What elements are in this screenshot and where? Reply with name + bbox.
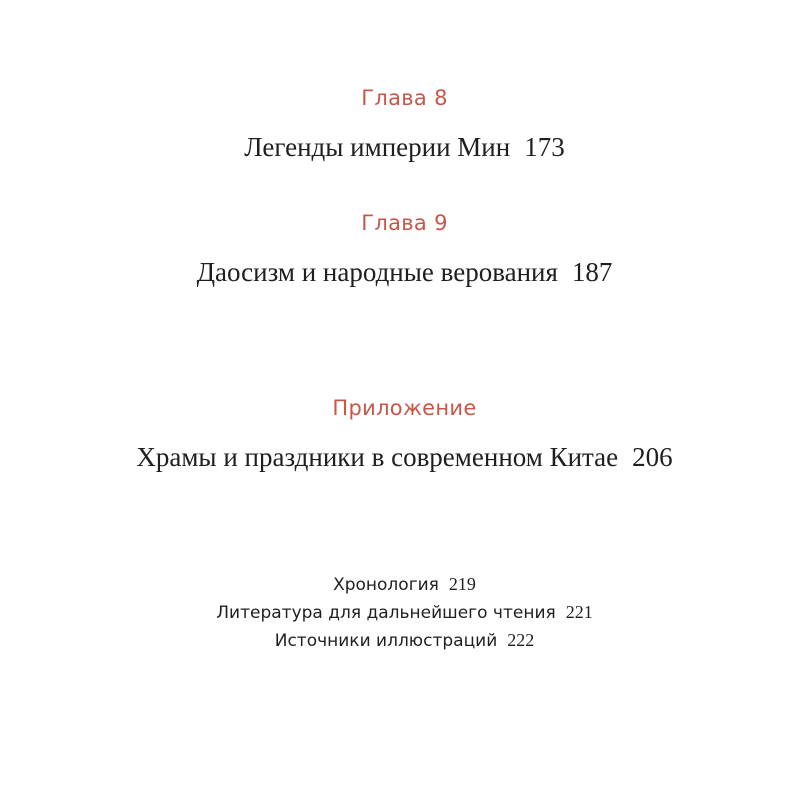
chapter-9-page-number: 187 xyxy=(571,257,613,287)
back-matter-illustration-sources[interactable] xyxy=(0,630,809,651)
back-matter-title: Источники иллюстраций xyxy=(274,631,498,651)
appendix-label: Приложение xyxy=(332,396,477,420)
chapter-8-page-number: 173 xyxy=(524,132,565,162)
chapter-9-title: Даосизм и народные верования xyxy=(196,257,558,287)
appendix-title: Храмы и праздники в современном Китае xyxy=(136,442,619,472)
back-matter-title: Хронология xyxy=(333,575,439,595)
chapter-8-label: Глава 8 xyxy=(361,86,448,110)
chapter-9-entry[interactable] xyxy=(0,257,809,288)
appendix-page-number: 206 xyxy=(632,442,673,472)
chapter-8-title: Легенды империи Мин xyxy=(244,132,511,162)
chapter-9-label: Глава 9 xyxy=(361,211,448,235)
back-matter-page-number: 219 xyxy=(448,574,476,594)
chapter-8-entry[interactable] xyxy=(0,132,809,163)
back-matter-title: Литература для дальнейшего чтения xyxy=(216,603,556,623)
back-matter-further-reading[interactable] xyxy=(0,602,809,623)
back-matter-chronology[interactable] xyxy=(0,574,809,595)
appendix-entry[interactable] xyxy=(0,442,809,473)
back-matter-page-number: 222 xyxy=(507,630,535,650)
back-matter-page-number: 221 xyxy=(565,602,593,622)
